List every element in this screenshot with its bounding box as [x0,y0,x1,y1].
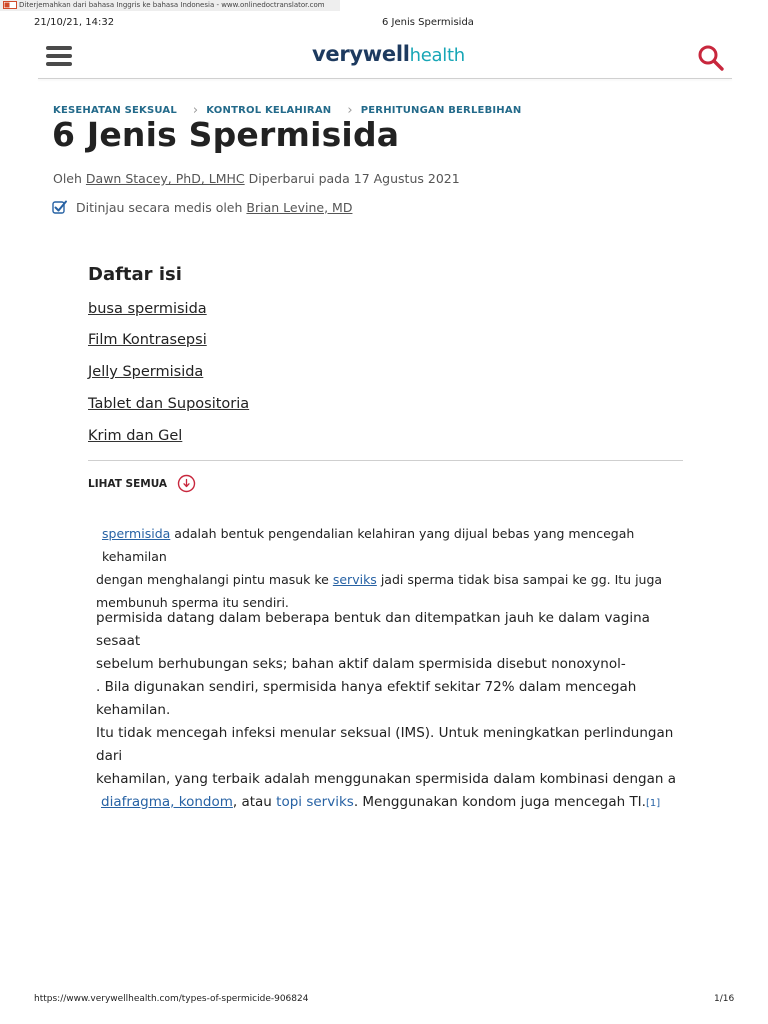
print-doc-title: 6 Jenis Spermisida [382,17,474,28]
see-all-button[interactable] [88,474,196,493]
review-prefix: Ditinjau secara medis oleh [76,199,243,215]
site-logo[interactable] [312,42,465,66]
translator-text: Diterjemahkan dari bahasa Inggris ke bahasa Indonesia - www.onlinedoctranslator.com [19,1,325,9]
author-link[interactable]: Dawn Stacey, PhD, LMHC [85,171,245,186]
translate-icon [3,1,17,9]
cervical-cap-link[interactable]: topi serviks [276,794,354,810]
paragraph-text: dengan menghalangi pintu masuk ke [96,572,329,587]
toc-title: Daftar isi [88,264,182,285]
nav-divider [38,78,732,79]
toc-item[interactable]: Film Kontrasepsi [88,332,207,348]
body-paragraph [96,607,696,815]
paragraph-text: , atau [232,794,272,810]
paragraph-text: membunuh sperma itu sendiri. [96,595,289,610]
breadcrumb-item[interactable]: KESEHATAN SEKSUAL [53,105,177,116]
breadcrumb-item[interactable]: KONTROL KELAHIRAN [206,105,332,116]
paragraph-text: kehamilan, yang terbaik adalah menggunakan spermisida dalam kombinasi dengan a [96,771,676,787]
paragraph-text: jadi sperma tidak bisa sampai ke gg. Itu juga [380,572,663,587]
citation-link[interactable]: [1] [645,798,661,809]
page-title: 6 Jenis Spermisida [52,115,400,154]
logo-sub: health [409,45,465,66]
breadcrumb-item[interactable]: PERHITUNGAN BERLEBIHAN [360,105,522,116]
translator-banner[interactable] [0,0,340,11]
chevron-right-icon: › [347,103,353,118]
verified-check-icon [52,199,68,215]
toc-divider [88,460,683,461]
spermicide-link[interactable]: spermisida [102,526,171,541]
print-footer-url: https://www.verywellhealth.com/types-of-spermicide-906824 [34,994,309,1004]
byline-prefix: Oleh [53,171,82,186]
print-page-number: 1/16 [714,994,735,1004]
paragraph-text: . Menggunakan kondom juga mencegah TI. [353,794,646,810]
search-icon[interactable] [697,44,725,72]
paragraph-text: Itu tidak mencegah infeksi menular seksual (IMS). Untuk meningkatkan perlindungan dari [96,725,674,764]
see-all-label: LIHAT SEMUA [88,477,168,490]
diaphragm-condom-link[interactable]: diafragma, kondom [101,794,233,810]
toc-item[interactable]: busa spermisida [88,301,207,317]
paragraph-text: sebelum berhubungan seks; bahan aktif dalam spermisida disebut nonoxynol- [96,656,626,672]
logo-brand: verywell [312,42,410,66]
medical-review [52,199,352,215]
cervix-link[interactable]: serviks [332,572,377,587]
paragraph-text: adalah bentuk pengendalian kelahiran yang dijual bebas yang mencegah kehamilan [102,526,635,564]
toc-item[interactable]: Krim dan Gel [88,428,183,444]
menu-icon[interactable] [46,46,72,68]
paragraph-text: . Bila digunakan sendiri, spermisida hanya efektif sekitar 72% dalam mencegah kehamilan. [96,679,637,718]
print-datetime: 21/10/21, 14:32 [34,17,115,28]
chevron-down-icon [177,474,196,493]
chevron-right-icon: › [192,103,199,118]
reviewer-link[interactable]: Brian Levine, MD [246,199,353,215]
byline [53,171,460,186]
toc-item[interactable]: Jelly Spermisida [88,364,204,380]
intro-paragraph [96,522,696,614]
paragraph-text: permisida datang dalam beberapa bentuk dan ditempatkan jauh ke dalam vagina sesaat [96,610,650,649]
updated-date: Diperbarui pada 17 Agustus 2021 [248,171,460,186]
toc-item[interactable]: Tablet dan Supositoria [88,396,250,412]
